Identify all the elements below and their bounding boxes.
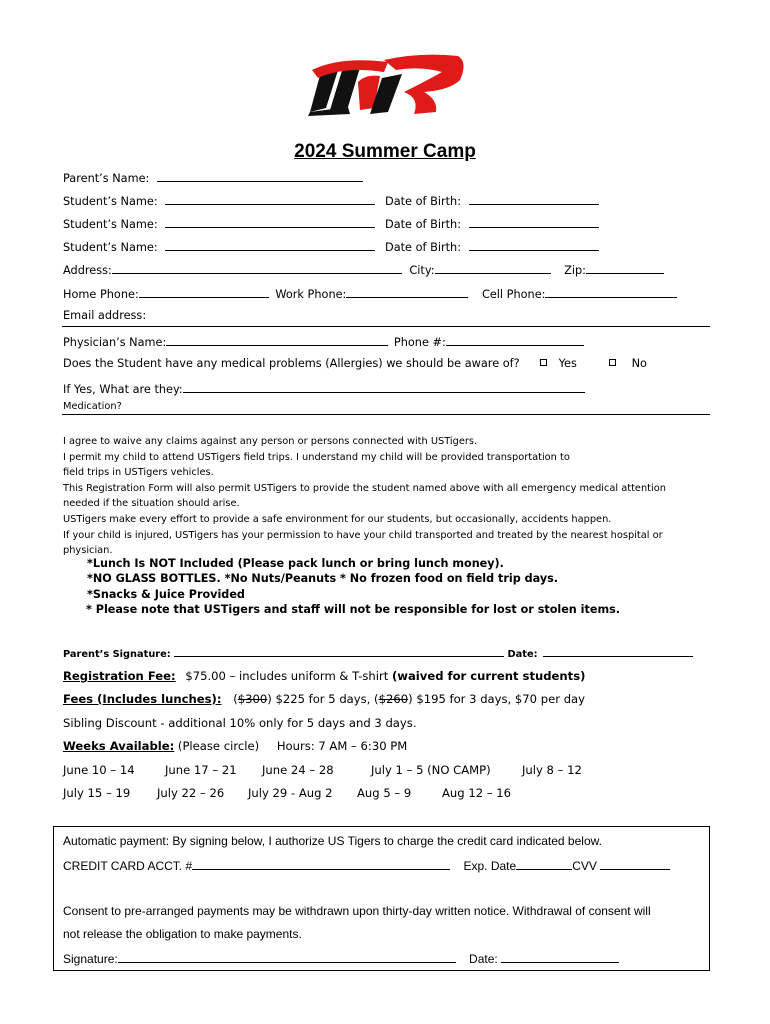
medical-question: Does the Student have any medical problems (Allergies) we should be aware of? — [63, 357, 520, 370]
week-option[interactable]: June 10 – 14 — [63, 763, 135, 777]
parent-signature-label: Parent’s Signature: — [63, 649, 171, 660]
work-phone-field[interactable] — [346, 286, 468, 298]
weeks-available-label: Weeks Available: — [63, 739, 175, 753]
fees-old-price-5day: $300 — [237, 692, 268, 706]
fees-row — [63, 692, 585, 706]
dob-row-1 — [385, 193, 599, 208]
week-option[interactable]: June 24 – 28 — [262, 763, 334, 777]
us-tigers-logo — [300, 52, 472, 118]
week-option[interactable]: July 15 – 19 — [63, 786, 131, 800]
student-name-field-3[interactable] — [165, 239, 375, 251]
week-option[interactable]: July 1 – 5 (NO CAMP) — [371, 763, 491, 777]
no-label: No — [631, 357, 647, 370]
payment-date-label: Date: — [469, 952, 498, 966]
dob-label: Date of Birth: — [385, 241, 462, 254]
parent-signature-row — [63, 647, 693, 660]
consent-text-1: Consent to pre-arranged payments may be withdrawn upon thirty-day written notice. Withdrawal of consent will — [63, 904, 651, 918]
waiver-line: If your child is injured, USTigers has your permission to have your child transported and treated by the nearest hospital or — [63, 529, 663, 541]
credit-card-label: CREDIT CARD ACCT. # — [63, 859, 193, 873]
consent-text-2: not release the obligation to make payments. — [63, 927, 302, 941]
week-option[interactable]: June 17 – 21 — [165, 763, 237, 777]
payment-signature-row — [63, 950, 619, 966]
medication-label: Medication? — [63, 401, 122, 412]
waiver-text — [63, 434, 713, 559]
yes-checkbox[interactable] — [540, 359, 547, 366]
if-yes-row — [63, 381, 585, 396]
email-field[interactable] — [62, 326, 710, 327]
medical-no-option[interactable] — [609, 357, 647, 370]
student-name-label: Student’s Name: — [63, 218, 158, 231]
week-option[interactable]: Aug 12 – 16 — [442, 786, 511, 800]
parent-name-row — [63, 170, 363, 185]
if-yes-field[interactable] — [183, 381, 585, 393]
waiver-line: physician. — [63, 545, 113, 557]
student-name-row-1 — [63, 193, 375, 208]
payment-signature-field[interactable] — [118, 950, 456, 963]
city-label: City: — [409, 264, 435, 277]
payment-signature-label: Signature: — [63, 952, 118, 966]
email-label: Email address: — [63, 309, 147, 322]
address-label: Address: — [63, 264, 112, 277]
fees-label: Fees (Includes lunches): — [63, 692, 222, 706]
parent-signature-date-label: Date: — [507, 649, 538, 660]
dob-row-3 — [385, 239, 599, 254]
student-name-label: Student’s Name: — [63, 241, 158, 254]
waiver-line: field trips in USTigers vehicles. — [63, 467, 214, 479]
physician-phone-field[interactable] — [446, 334, 584, 346]
dob-label: Date of Birth: — [385, 218, 462, 231]
home-phone-label: Home Phone: — [63, 288, 139, 301]
student-name-label: Student’s Name: — [63, 195, 158, 208]
zip-label: Zip: — [564, 264, 586, 277]
week-option[interactable]: July 22 – 26 — [157, 786, 225, 800]
address-field[interactable] — [112, 262, 402, 274]
parent-signature-field[interactable] — [174, 647, 504, 657]
exp-date-label: Exp. Date — [463, 859, 517, 873]
waiver-line: I permit my child to attend USTigers field trips. I understand my child will be provided transportation to — [63, 451, 570, 463]
physician-field[interactable] — [166, 334, 388, 346]
credit-card-row — [63, 857, 670, 873]
work-phone-label: Work Phone: — [275, 288, 347, 301]
note-glass: *NO GLASS BOTTLES. *No Nuts/Peanuts * No frozen food on field trip days. — [87, 572, 559, 586]
parent-name-label: Parent’s Name: — [63, 172, 150, 185]
registration-fee-row — [63, 669, 585, 683]
week-option[interactable]: Aug 5 – 9 — [357, 786, 412, 800]
dob-field-1[interactable] — [469, 193, 599, 205]
cell-phone-label: Cell Phone: — [481, 288, 546, 301]
credit-card-field[interactable] — [192, 857, 450, 870]
cell-phone-field[interactable] — [545, 286, 677, 298]
sibling-discount: Sibling Discount - additional 10% only for 5 days and 3 days. — [63, 716, 417, 730]
medication-field[interactable] — [62, 414, 710, 415]
note-liability: * Please note that USTigers and staff will not be responsible for lost or stolen items. — [86, 603, 621, 617]
week-option[interactable]: July 8 – 12 — [522, 763, 582, 777]
dob-field-3[interactable] — [469, 239, 599, 251]
yes-label: Yes — [558, 357, 577, 370]
waiver-line: This Registration Form will also permit USTigers to provide the student named above with all emergency medical attention — [63, 482, 666, 494]
registration-fee-text: $75.00 – includes uniform & T-shirt — [185, 669, 389, 683]
home-phone-field[interactable] — [139, 286, 269, 298]
address-row — [63, 262, 664, 277]
student-name-row-3 — [63, 239, 375, 254]
physician-label: Physician’s Name: — [63, 336, 167, 349]
physician-row — [63, 334, 584, 349]
note-lunch: *Lunch Is NOT Included (Please pack lunch or bring lunch money). — [87, 557, 504, 570]
note-snacks: *Snacks & Juice Provided — [87, 587, 245, 601]
exp-date-field[interactable] — [516, 857, 572, 870]
zip-field[interactable] — [586, 262, 664, 274]
fees-5day-text: ) $225 for 5 days, ( — [267, 692, 379, 706]
cvv-field[interactable] — [600, 857, 670, 870]
camp-hours: Hours: 7 AM – 6:30 PM — [276, 739, 408, 753]
if-yes-label: If Yes, What are they: — [63, 383, 183, 396]
payment-date-field[interactable] — [501, 950, 619, 963]
waiver-line: I agree to waive any claims against any person or persons connected with USTigers. — [63, 436, 478, 447]
phones-row — [63, 286, 677, 301]
student-name-field-1[interactable] — [165, 193, 375, 205]
waiver-line: USTigers make every effort to provide a safe environment for our students, but occasionally, accidents happen. — [63, 513, 612, 525]
fees-open: ( — [233, 692, 238, 706]
dob-label: Date of Birth: — [385, 195, 462, 208]
phone-no-label: Phone #: — [393, 336, 446, 349]
week-option[interactable]: July 29 - Aug 2 — [248, 786, 333, 800]
weeks-available-note: (Please circle) — [177, 739, 260, 753]
page-title: 2024 Summer Camp — [294, 141, 476, 162]
medical-yes-option[interactable] — [540, 357, 577, 370]
city-field[interactable] — [435, 262, 551, 274]
fees-old-price-3day: $260 — [378, 692, 409, 706]
dob-row-2 — [385, 216, 599, 231]
camp-notes — [87, 556, 620, 618]
dob-field-2[interactable] — [469, 216, 599, 228]
fees-3day-text: ) $195 for 3 days, $70 per day — [408, 692, 586, 706]
student-name-row-2 — [63, 216, 375, 231]
weeks-available-row — [63, 739, 407, 753]
parent-signature-date-field[interactable] — [543, 647, 693, 657]
cvv-label: CVV — [572, 859, 597, 873]
automatic-payment-box — [53, 826, 710, 971]
registration-fee-label: Registration Fee: — [63, 669, 176, 683]
waiver-line: needed if the situation should arise. — [63, 498, 240, 510]
automatic-payment-text: Automatic payment: By signing below, I authorize US Tigers to charge the credit card indicated below. — [63, 834, 602, 848]
parent-name-field[interactable] — [157, 170, 363, 182]
student-name-field-2[interactable] — [165, 216, 375, 228]
registration-fee-waived: (waived for current students) — [391, 669, 586, 683]
no-checkbox[interactable] — [609, 359, 616, 366]
